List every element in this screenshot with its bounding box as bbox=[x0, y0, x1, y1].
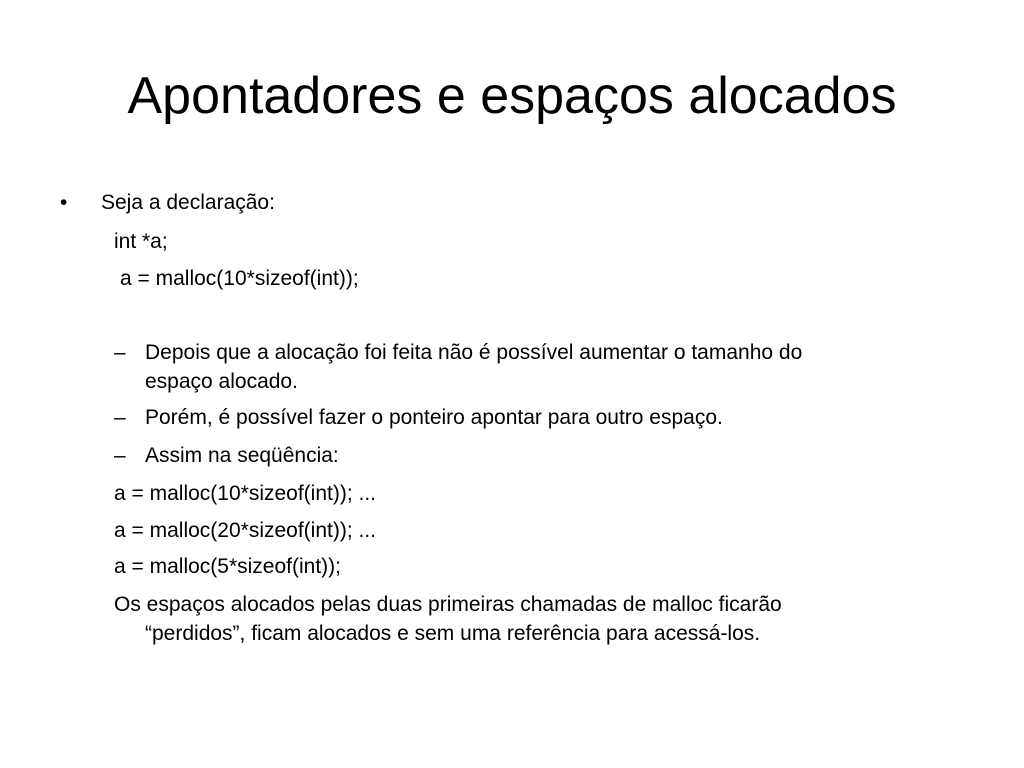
dash-marker: – bbox=[114, 444, 126, 467]
code-line: a = malloc(10*sizeof(int)); bbox=[120, 267, 359, 290]
bullet-text: Seja a declaração: bbox=[101, 191, 275, 214]
subitem-text: Porém, é possível fazer o ponteiro apontar para outro espaço. bbox=[145, 406, 723, 429]
conclusion-text: Os espaços alocados pelas duas primeiras chamadas de malloc ficarão bbox=[114, 593, 782, 616]
dash-marker: – bbox=[114, 341, 126, 364]
sequence-line: a = malloc(20*sizeof(int)); ... bbox=[114, 519, 377, 542]
subitem-text: Assim na seqüência: bbox=[145, 444, 339, 467]
slide-title: Apontadores e espaços alocados bbox=[127, 67, 897, 125]
code-line: int *a; bbox=[114, 230, 168, 253]
subitem-text-continued: espaço alocado. bbox=[145, 370, 298, 393]
sequence-line: a = malloc(10*sizeof(int)); ... bbox=[114, 482, 377, 505]
conclusion-text-continued: “perdidos”, ficam alocados e sem uma referência para acessá-los. bbox=[145, 622, 761, 645]
dash-marker: – bbox=[114, 406, 126, 429]
sequence-line: a = malloc(5*sizeof(int)); bbox=[114, 555, 341, 578]
bullet-marker: • bbox=[60, 191, 68, 214]
subitem-text: Depois que a alocação foi feita não é possível aumentar o tamanho do bbox=[145, 341, 803, 364]
